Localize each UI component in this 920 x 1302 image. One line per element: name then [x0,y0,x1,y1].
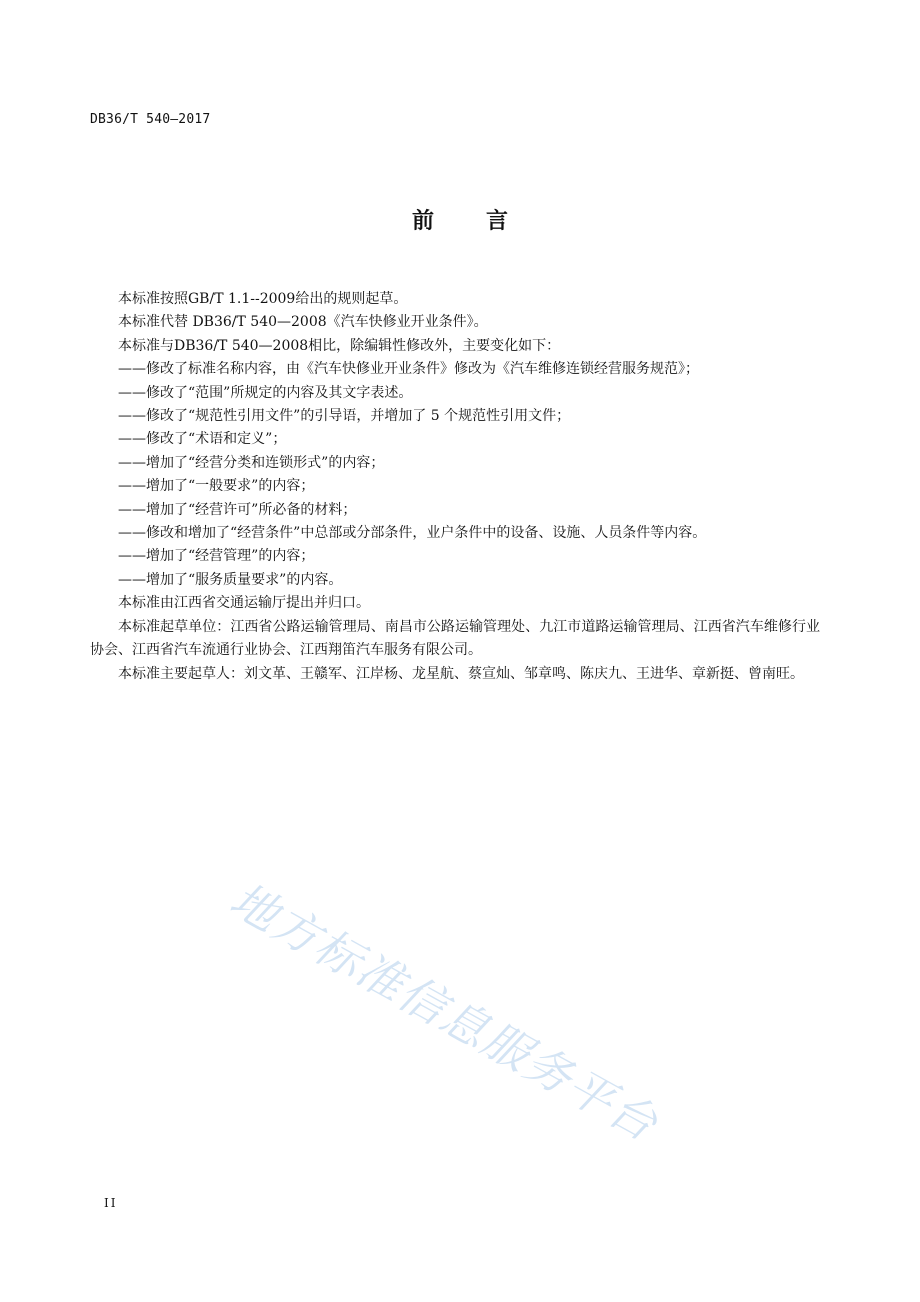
paragraph-proposer: 本标准由江西省交通运输厅提出并归口。 [118,595,370,612]
list-item: ——修改了标准名称内容，由《汽车快修业开业条件》修改为《汽车维修连锁经营服务规范》； [118,361,699,378]
document-code: DB36/T 540—2017 [90,112,211,127]
list-item: ——增加了“经营许可”所必备的材料； [118,501,357,518]
list-item: ——增加了“经营管理”的内容； [118,548,315,565]
watermark: 地方标准信息服务平台 [221,872,668,1152]
paragraph-drafters: 本标准主要起草人：刘文革、王赣军、江岸杨、龙星航、蔡宣灿、邹章鸣、陈庆九、王进华、章新挺、曾南旺。 [118,665,804,682]
list-item: ——修改了“规范性引用文件”的引导语，并增加了 5 个规范性引用文件； [118,408,571,425]
page-title: 前言 [411,209,560,234]
paragraph-replaces: 本标准代替 DB36/T 540—2008《汽车快修业开业条件》。 [118,314,488,331]
list-item: ——修改和增加了“经营条件”中总部或分部条件，业户条件中的设备、设施、人员条件等内容。 [118,525,707,542]
foreword-body [90,288,820,686]
list-item: ——修改了“术语和定义”； [118,431,287,448]
paragraph-changes-intro: 本标准与DB36/T 540—2008相比，除编辑性修改外，主要变化如下： [118,337,561,354]
paragraph-drafting-units: 本标准起草单位：江西省公路运输管理局、南昌市公路运输管理处、九江市道路运输管理局、江西省汽车维修行业协会、江西省汽车流通行业协会、江西翔笛汽车服务有限公司。 [90,618,820,659]
list-item: ——修改了“范围”所规定的内容及其文字表述。 [118,384,413,401]
list-item: ——增加了“经营分类和连锁形式”的内容； [118,454,385,471]
list-item: ——增加了“一般要求”的内容； [118,478,315,495]
page-number: II [104,1196,118,1210]
paragraph-drafting-rules: 本标准按照GB/T 1.1--2009给出的规则起草。 [118,291,408,307]
list-item: ——增加了“服务质量要求”的内容。 [118,571,343,588]
